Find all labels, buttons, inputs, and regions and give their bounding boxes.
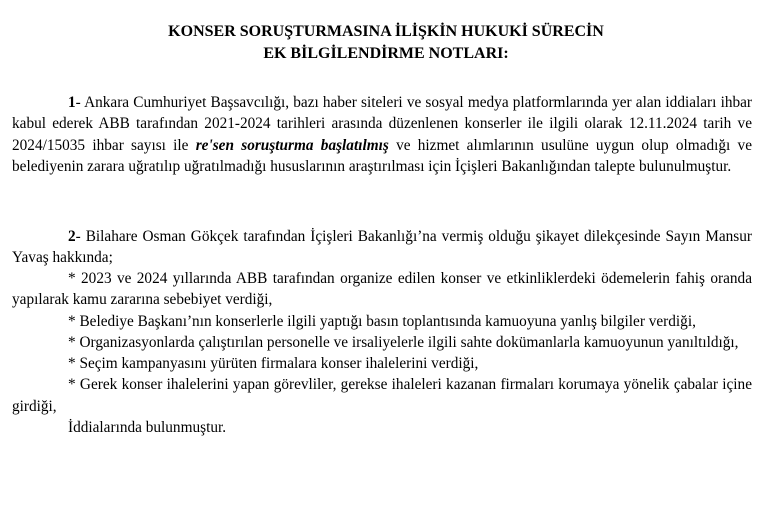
section-1-text-b: ve hizmet alımlarının usulüne uygun olup olmadığı ve belediyenin zarara uğratılıp uğratılmadığı hususlarının araştırılması için İçişleri Bakanlığından talepte bulunulmuştur. <box>12 136 752 175</box>
section-1-paragraph <box>12 92 752 177</box>
allegation-item: * Organizasyonlarda çalıştırılan personelle ve irsaliyelerle ilgili sahte dokümanlarla kamuoyunun yanıltıldığı, <box>68 333 739 351</box>
section-1-text-a: - Ankara Cumhuriyet Başsavcılığı, bazı haber siteleri ve sosyal medya platformlarında yer alan iddiaları ihbar kabul ederek ABB tarafından 2021-2024 tarihleri arasında düzenlenen konserler ile ilgili olarak 12.11.2024 tarih ve 2024/15035 ihbar sayısı ile <box>12 94 752 154</box>
allegation-item: * 2023 ve 2024 yıllarında ABB tarafından organize edilen konser ve etkinliklerdeki ödemelerin fahiş oranda yapılarak kamu zararına sebebiyet verdiği, <box>12 270 752 309</box>
section-2-number: 2 <box>68 228 76 245</box>
section-2-text: - Bilahare Osman Gökçek tarafından İçişleri Bakanlığı’na vermiş olduğu şikayet dilekçesinde Sayın Mansur Yavaş hakkında; <box>12 228 752 267</box>
allegation-item: * Gerek konser ihalelerini yapan görevliler, gerekse ihaleleri kazanan firmaları korumaya yönelik çabalar içine girdiği, <box>12 376 752 415</box>
document-title-line-2: EK BİLGİLENDİRME NOTLARI: <box>263 45 509 62</box>
document-title-line-1: KONSER SORUŞTURMASINA İLİŞKİN HUKUKİ SÜRECİN <box>168 23 604 40</box>
section-1-number: 1 <box>68 94 76 111</box>
closing-line: İddialarında bulunmuştur. <box>68 419 227 437</box>
allegation-item: * Belediye Başkanı’nın konserlerle ilgili yaptığı basın toplantısında kamuoyuna yanlış bilgiler verdiği, <box>68 312 696 330</box>
section-2-paragraph <box>12 226 752 269</box>
allegation-item: * Seçim kampanyasını yürüten firmalara konser ihalelerini verdiği, <box>68 355 479 373</box>
allegations-list <box>12 268 752 438</box>
section-1-emphasis: re'sen soruşturma başlatılmış <box>195 136 389 154</box>
